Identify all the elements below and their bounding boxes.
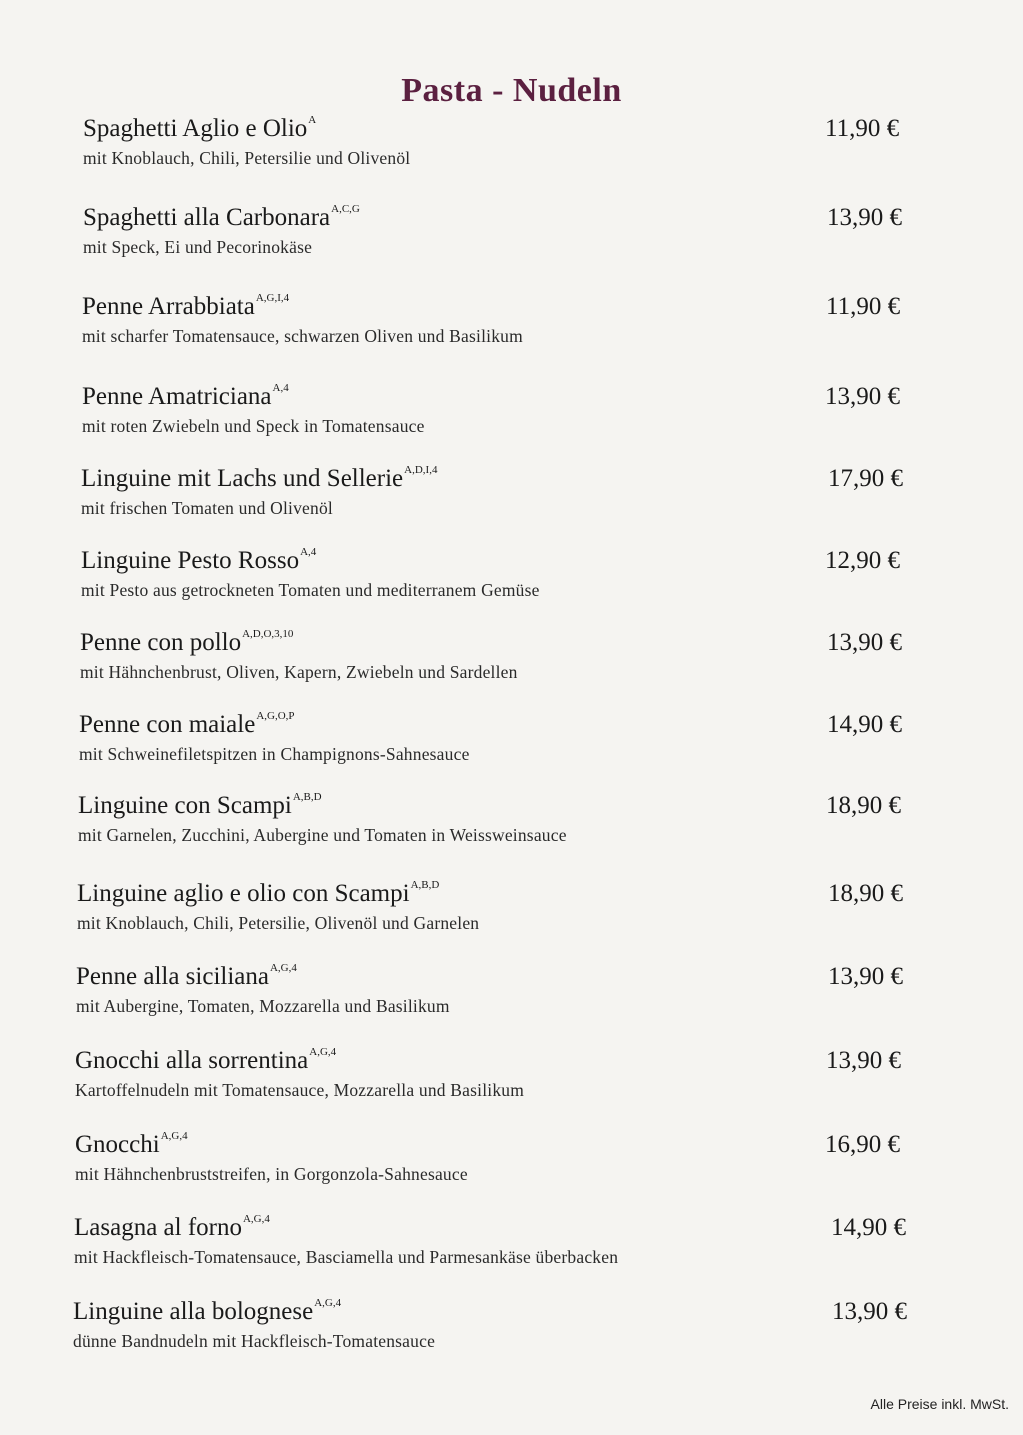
menu-item-description: dünne Bandnudeln mit Hackfleisch-Tomatensauce xyxy=(73,1331,436,1351)
menu-item-description: mit Hähnchenbrust, Oliven, Kapern, Zwiebeln und Sardellen xyxy=(80,662,518,682)
menu-item-name xyxy=(82,293,289,321)
menu-item-name-text: Lasagna al forno xyxy=(74,1214,242,1241)
menu-item-price: 18,90 € xyxy=(828,880,903,907)
menu-item-price: 12,90 € xyxy=(825,547,900,574)
menu-item-name-text: Linguine mit Lachs und Sellerie xyxy=(81,465,404,492)
menu-item-name xyxy=(78,792,322,820)
menu-item-name xyxy=(79,711,295,739)
menu-item-name-text: Penne Amatriciana xyxy=(82,383,272,410)
allergen-codes: A,G,4 xyxy=(242,1212,270,1225)
menu-item-description: mit Hähnchenbruststreifen, in Gorgonzola-Sahnesauce xyxy=(75,1164,468,1184)
menu-item-name-text: Linguine Pesto Rosso xyxy=(81,547,300,574)
allergen-codes: A,G,4 xyxy=(269,961,297,974)
menu-item-price: 11,90 € xyxy=(826,293,901,320)
menu-item-name xyxy=(76,963,297,991)
menu-item-price: 17,90 € xyxy=(828,465,903,492)
menu-item-name xyxy=(75,1047,336,1075)
menu-item-name-text: Spaghetti Aglio e Olio xyxy=(83,115,308,142)
menu-item-name xyxy=(77,880,439,908)
allergen-codes: A,G,4 xyxy=(160,1129,188,1142)
menu-item-price: 13,90 € xyxy=(827,629,902,656)
menu-item-description: mit Knoblauch, Chili, Petersilie, Olivenöl und Garnelen xyxy=(77,913,480,933)
menu-item-name-text: Penne con pollo xyxy=(80,629,242,656)
page-title: Pasta - Nudeln xyxy=(401,72,622,109)
menu-item-price: 11,90 € xyxy=(825,115,900,142)
menu-item-name xyxy=(83,115,316,143)
menu-item-description: mit Speck, Ei und Pecorinokäse xyxy=(83,237,313,257)
allergen-codes: A,G,4 xyxy=(309,1045,337,1058)
menu-item-name-text: Penne con maiale xyxy=(79,711,256,738)
menu-item-name xyxy=(82,383,289,411)
menu-item-name-text: Penne Arrabbiata xyxy=(82,293,255,320)
menu-item-description: mit Hackfleisch-Tomatensauce, Basciamella und Parmesankäse überbacken xyxy=(74,1247,619,1267)
allergen-codes: A,4 xyxy=(272,381,289,394)
menu-item-name xyxy=(74,1214,270,1242)
menu-item-description: mit Pesto aus getrockneten Tomaten und mediterranem Gemüse xyxy=(81,580,540,600)
menu-item-description: mit Schweinefiletspitzen in Champignons-Sahnesauce xyxy=(79,744,470,764)
menu-item-description: mit frischen Tomaten und Olivenöl xyxy=(81,498,333,518)
menu-item-name xyxy=(80,629,293,657)
menu-item-price: 18,90 € xyxy=(826,792,901,819)
menu-item-price: 13,90 € xyxy=(826,1047,901,1074)
menu-item-price: 14,90 € xyxy=(831,1214,906,1241)
menu-item-name-text: Gnocchi xyxy=(75,1131,160,1158)
menu-item-description: mit Aubergine, Tomaten, Mozzarella und Basilikum xyxy=(76,996,450,1016)
menu-item-name xyxy=(81,465,437,493)
allergen-codes: A,G,4 xyxy=(314,1296,342,1309)
menu-item-description: mit Knoblauch, Chili, Petersilie und Olivenöl xyxy=(83,148,411,168)
menu-item-price: 14,90 € xyxy=(827,711,902,738)
footer-note: Alle Preise inkl. MwSt. xyxy=(870,1396,1009,1412)
allergen-codes: A xyxy=(308,113,317,126)
menu-item-price: 16,90 € xyxy=(825,1131,900,1158)
menu-item-name-text: Spaghetti alla Carbonara xyxy=(83,204,331,231)
menu-item-description: Kartoffelnudeln mit Tomatensauce, Mozzarella und Basilikum xyxy=(75,1080,525,1100)
menu-item-description: mit Garnelen, Zucchini, Aubergine und Tomaten in Weissweinsauce xyxy=(78,825,567,845)
menu-item-name xyxy=(75,1131,188,1159)
menu-item-price: 13,90 € xyxy=(825,383,900,410)
menu-item-name xyxy=(83,204,360,232)
menu-item-name xyxy=(81,547,316,575)
menu-item-name xyxy=(73,1298,341,1326)
allergen-codes: A,G,I,4 xyxy=(255,291,290,304)
allergen-codes: A,D,O,3,10 xyxy=(242,627,294,640)
allergen-codes: A,B,D xyxy=(410,878,440,891)
menu-item-name-text: Gnocchi alla sorrentina xyxy=(75,1047,309,1074)
menu-item-name-text: Linguine alla bolognese xyxy=(73,1298,314,1325)
menu-item-name-text: Linguine aglio e olio con Scampi xyxy=(77,880,410,907)
allergen-codes: A,G,O,P xyxy=(256,709,295,722)
allergen-codes: A,4 xyxy=(300,545,317,558)
menu-item-price: 13,90 € xyxy=(828,963,903,990)
allergen-codes: A,C,G xyxy=(331,202,360,215)
allergen-codes: A,B,D xyxy=(292,790,322,803)
menu-item-description: mit scharfer Tomatensauce, schwarzen Oliven und Basilikum xyxy=(82,326,523,346)
menu-item-name-text: Penne alla siciliana xyxy=(76,963,269,990)
allergen-codes: A,D,I,4 xyxy=(404,463,438,476)
menu-item-name-text: Linguine con Scampi xyxy=(78,792,292,819)
menu-item-price: 13,90 € xyxy=(832,1298,907,1325)
menu-item-price: 13,90 € xyxy=(827,204,902,231)
menu-item-description: mit roten Zwiebeln und Speck in Tomatensauce xyxy=(82,416,425,436)
